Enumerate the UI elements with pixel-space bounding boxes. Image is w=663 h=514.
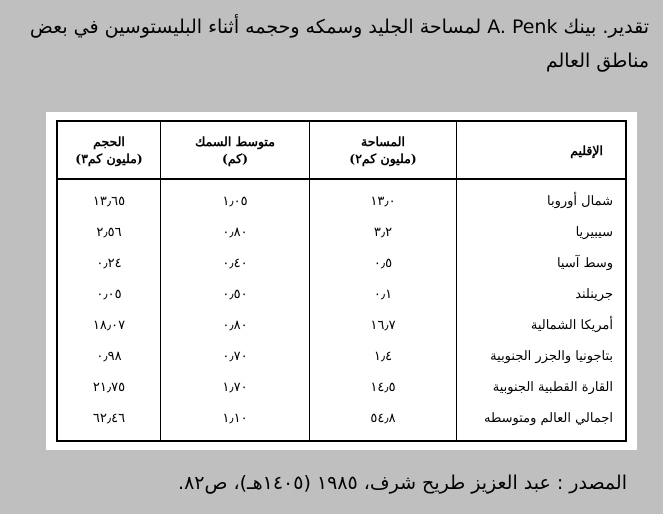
cell-area: ١٦٫٧	[310, 310, 457, 341]
cell-volume: ١٣٫٦٥	[57, 179, 161, 217]
cell-thickness: ٠٫٨٠	[161, 310, 310, 341]
header-area	[310, 121, 457, 179]
header-area-unit: (مليون كم٢)	[349, 151, 417, 166]
table-row	[57, 310, 626, 341]
table-row	[57, 279, 626, 310]
cell-volume: ٦٢٫٤٦	[57, 403, 161, 441]
ice-data-table	[56, 120, 627, 442]
cell-area: ١٤٫٥	[310, 372, 457, 403]
header-thickness	[161, 121, 310, 179]
cell-thickness: ١٫٧٠	[161, 372, 310, 403]
cell-area: ١٫٤	[310, 341, 457, 372]
header-thickness-label: متوسط السمك	[195, 134, 275, 149]
cell-region: وسط آسيا	[457, 248, 627, 279]
header-volume-unit: (مليون كم٣)	[75, 151, 143, 166]
cell-region: القارة القطبية الجنوبية	[457, 372, 627, 403]
source-citation: المصدر : عبد العزيز طريح شرف، ١٩٨٥ (١٤٠٥هـ)، ص٨٢.	[178, 472, 627, 494]
cell-region: بتاجونيا والجزر الجنوبية	[457, 341, 627, 372]
header-area-label: المساحة	[361, 134, 405, 149]
cell-area: ٥٤٫٨	[310, 403, 457, 441]
header-region-label: الإقليم	[570, 142, 603, 158]
table-row-total	[57, 403, 626, 441]
cell-area: ٠٫١	[310, 279, 457, 310]
cell-area: ٣٫٢	[310, 217, 457, 248]
table-row	[57, 341, 626, 372]
cell-region: أمريكا الشمالية	[457, 310, 627, 341]
table-row	[57, 372, 626, 403]
header-volume-label: الحجم	[93, 134, 125, 149]
cell-thickness: ٠٫٤٠	[161, 248, 310, 279]
header-region	[457, 121, 627, 179]
cell-thickness: ٠٫٨٠	[161, 217, 310, 248]
cell-area: ٠٫٥	[310, 248, 457, 279]
cell-region: اجمالي العالم ومتوسطه	[457, 403, 627, 441]
table-row	[57, 179, 626, 217]
header-thickness-unit: (كم)	[221, 151, 249, 166]
cell-thickness: ١٫٠٥	[161, 179, 310, 217]
cell-region: جرينلند	[457, 279, 627, 310]
cell-thickness: ٠٫٧٠	[161, 341, 310, 372]
cell-volume: ٠٫٢٤	[57, 248, 161, 279]
document-title: تقدير. بينك A. Penk لمساحة الجليد وسمكه وحجمه أثناء البليستوسين في بعض مناطق العالم	[29, 16, 649, 72]
cell-thickness: ١٫١٠	[161, 403, 310, 441]
cell-volume: ٢٫٥٦	[57, 217, 161, 248]
cell-thickness: ٠٫٥٠	[161, 279, 310, 310]
cell-volume: ٠٫٩٨	[57, 341, 161, 372]
table-row	[57, 217, 626, 248]
header-volume	[57, 121, 161, 179]
cell-volume: ١٨٫٠٧	[57, 310, 161, 341]
cell-region: سيبيريا	[457, 217, 627, 248]
cell-area: ١٣٫٠	[310, 179, 457, 217]
cell-volume: ٠٫٠٥	[57, 279, 161, 310]
table-panel	[46, 112, 637, 450]
table-row	[57, 248, 626, 279]
cell-region: شمال أوروبا	[457, 179, 627, 217]
cell-volume: ٢١٫٧٥	[57, 372, 161, 403]
table-header-row	[57, 121, 626, 179]
